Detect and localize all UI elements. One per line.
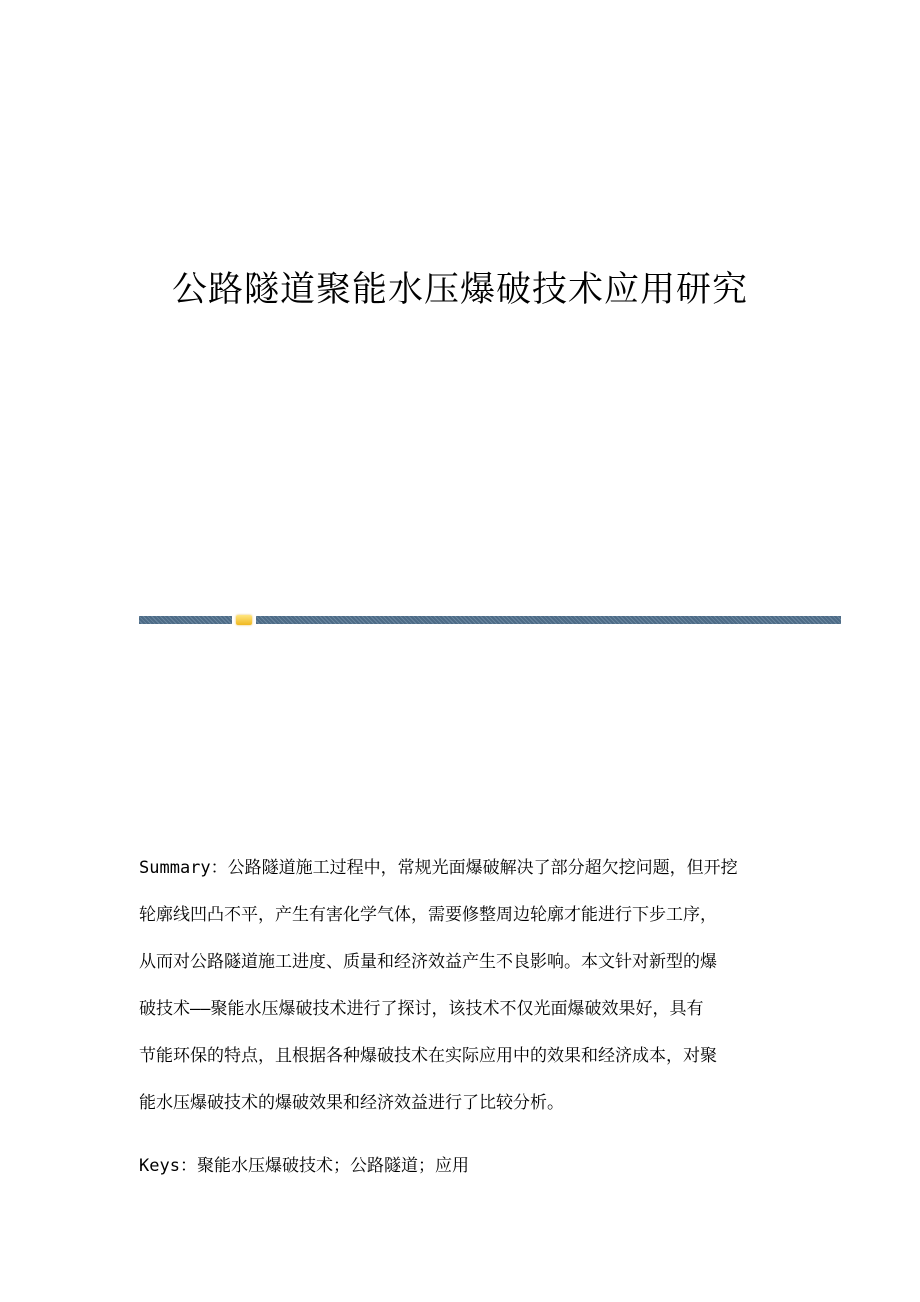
summary-line: 节能环保的特点，且根据各种爆破技术在实际应用中的效果和经济成本，对聚	[139, 1046, 717, 1066]
summary-line: Summary：公路隧道施工过程中，常规光面爆破解决了部分超欠挖问题，但开挖	[139, 858, 738, 878]
section-divider	[139, 615, 841, 625]
summary-line: 能水压爆破技术的爆破效果和经济效益进行了比较分析。	[139, 1093, 564, 1113]
divider-bar-right	[256, 616, 841, 624]
summary-line: 破技术——聚能水压爆破技术进行了探讨，该技术不仅光面爆破效果好，具有	[139, 999, 704, 1019]
divider-ornament-icon	[236, 615, 252, 625]
document-title: 公路隧道聚能水压爆破技术应用研究	[171, 270, 748, 310]
divider-bar-left	[139, 616, 232, 624]
summary-line: 轮廓线凹凸不平，产生有害化学气体，需要修整周边轮廓才能进行下步工序，	[139, 905, 717, 925]
summary-line: 从而对公路隧道施工进度、质量和经济效益产生不良影响。本文针对新型的爆	[139, 952, 717, 972]
keywords: Keys：聚能水压爆破技术；公路隧道；应用	[139, 1156, 469, 1176]
summary-paragraph	[139, 854, 738, 1136]
